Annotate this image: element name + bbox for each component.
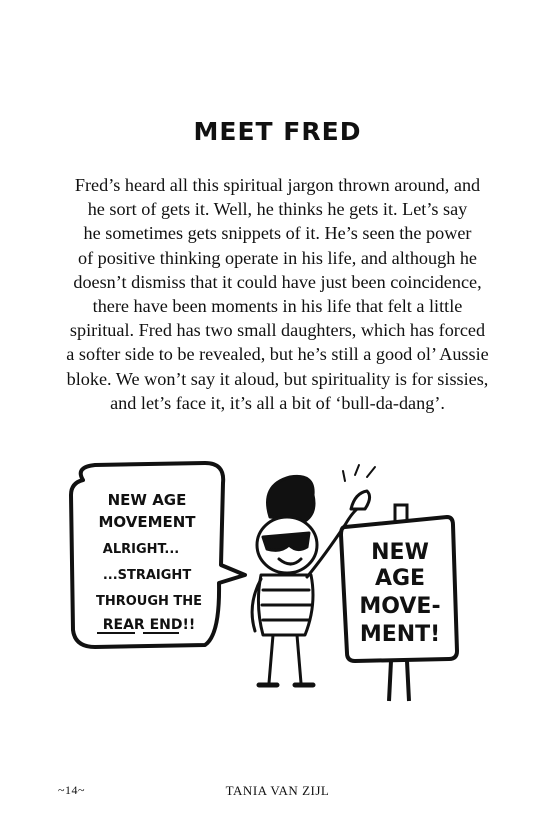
bubble-line: ALRIGHT... xyxy=(102,542,180,557)
bubble-line: THROUGH THE xyxy=(95,594,203,609)
sign-line: MOVE- xyxy=(359,594,441,619)
body-line: Fred’s heard all this spiritual jargon thrown around, and xyxy=(74,175,481,195)
body-line: he sort of gets it. Well, he thinks he gets it. Let’s say xyxy=(87,199,468,220)
sign-line: AGE xyxy=(374,566,426,591)
body-line: doesn’t dismiss that it could have just been coincidence, xyxy=(73,271,482,292)
page-footer xyxy=(0,783,555,803)
page-number: ~14~ xyxy=(58,783,85,797)
body-line: spiritual. Fred has two small daughters, which has forced xyxy=(69,320,486,341)
bubble-line: REAR END!! xyxy=(102,617,196,633)
bubble-line: ...STRAIGHT xyxy=(102,568,192,583)
body-line: a softer side to be revealed, but he’s still a good ol’ Aussie xyxy=(66,344,489,365)
bubble-line: NEW AGE xyxy=(107,491,187,509)
page-title: MEET FRED xyxy=(193,117,362,146)
body-line: and let’s face it, it’s all a bit of ‘bull-da-dang’. xyxy=(110,392,445,413)
sign-line: MENT! xyxy=(359,622,441,647)
body-line: of positive thinking operate in his life, and although he xyxy=(77,247,478,268)
body-line: he sometimes gets snippets of it. He’s seen the power xyxy=(83,223,472,244)
body-paragraph xyxy=(44,173,511,415)
bubble-line: MOVEMENT xyxy=(98,513,196,531)
cartoon-illustration xyxy=(55,455,505,710)
body-line: there have been moments in his life that felt a little xyxy=(92,296,463,317)
protest-sign xyxy=(341,505,457,701)
running-footer-author: TANIA VAN ZIJL xyxy=(225,783,330,798)
sign-line: NEW xyxy=(371,540,429,565)
speech-bubble xyxy=(71,463,245,647)
body-line: bloke. We won’t say it aloud, but spirituality is for sissies, xyxy=(66,368,489,389)
